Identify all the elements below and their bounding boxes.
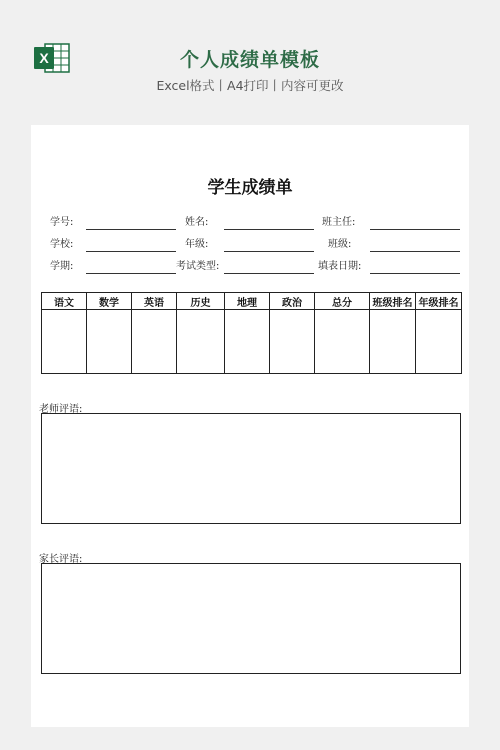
name-field[interactable]	[224, 229, 314, 230]
document-sheet	[31, 125, 469, 727]
head-teacher-label: 班主任:	[322, 217, 356, 228]
table-row	[42, 310, 462, 374]
column-header: 数学	[87, 293, 132, 310]
document-title: 学生成绩单	[207, 178, 293, 198]
class-field[interactable]	[370, 251, 460, 252]
student-id-field[interactable]	[86, 229, 176, 230]
exam-type-label: 考试类型:	[176, 261, 220, 272]
semester-field[interactable]	[86, 273, 176, 274]
column-header: 历史	[177, 293, 225, 310]
page-title: 个人成绩单模板	[179, 49, 320, 71]
table-cell[interactable]	[87, 310, 132, 374]
table-cell[interactable]	[370, 310, 416, 374]
name-label: 姓名:	[185, 217, 209, 228]
fill-date-field[interactable]	[370, 273, 460, 274]
teacher-comment-label: 老师评语:	[39, 404, 83, 415]
excel-icon-letter: X	[39, 50, 49, 66]
column-header: 英语	[132, 293, 177, 310]
teacher-comment-box[interactable]	[41, 413, 461, 524]
table-cell[interactable]	[270, 310, 315, 374]
table-cell[interactable]	[315, 310, 370, 374]
semester-label: 学期:	[50, 261, 74, 272]
table-header-row	[42, 293, 462, 310]
parent-comment-box[interactable]	[41, 563, 461, 674]
table-cell[interactable]	[225, 310, 270, 374]
column-header: 班级排名	[370, 293, 416, 310]
parent-comment-label: 家长评语:	[39, 554, 83, 565]
column-header: 总分	[315, 293, 370, 310]
class-label: 班级:	[328, 239, 352, 250]
fill-date-label: 填表日期:	[318, 261, 362, 272]
table-cell[interactable]	[132, 310, 177, 374]
student-id-label: 学号:	[50, 217, 74, 228]
head-teacher-field[interactable]	[370, 229, 460, 230]
grade-field[interactable]	[224, 251, 314, 252]
table-cell[interactable]	[416, 310, 462, 374]
table-cell[interactable]	[177, 310, 225, 374]
grade-label: 年级:	[185, 239, 209, 250]
grades-table	[41, 292, 462, 374]
table-cell[interactable]	[42, 310, 87, 374]
column-header: 语文	[42, 293, 87, 310]
exam-type-field[interactable]	[224, 273, 314, 274]
page-subtitle: Excel格式丨A4打印丨内容可更改	[156, 78, 344, 93]
column-header: 政治	[270, 293, 315, 310]
column-header: 年级排名	[416, 293, 462, 310]
column-header: 地理	[225, 293, 270, 310]
school-field[interactable]	[86, 251, 176, 252]
school-label: 学校:	[50, 239, 74, 250]
